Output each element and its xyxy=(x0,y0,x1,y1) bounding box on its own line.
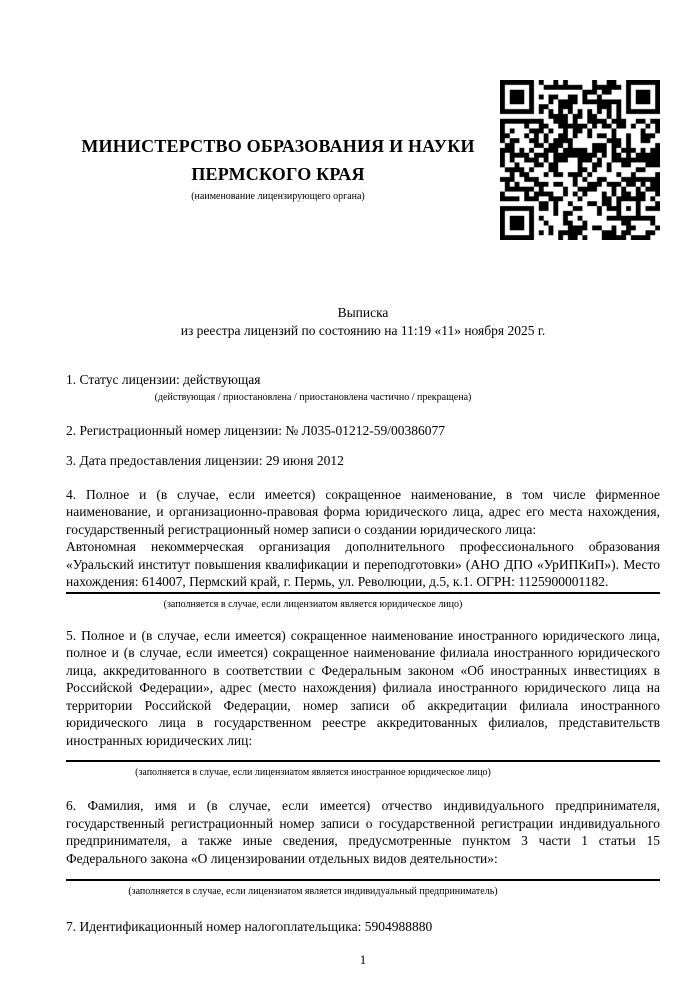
item-1-text: 1. Статус лицензии: действующая xyxy=(66,372,261,387)
item-1-license-status xyxy=(66,371,660,404)
fill-in-line xyxy=(66,592,660,594)
item-6-caption: (заполняется в случае, если лицензиатом является индивидуальный предприниматель) xyxy=(128,886,498,897)
fill-in-line xyxy=(66,879,660,881)
item-1-caption: (действующая / приостановлена / приостановлена частично / прекращена) xyxy=(154,391,472,403)
document-header xyxy=(66,80,660,240)
item-4-answer: Автономная некоммерческая организация дополнительного профессионального образования «Уральский институт повышения квалификации и переподготовки» (АНО ДПО «УрИПКиП»). Место нахождения: 614007, Пермский край, г. Пермь, ул. Революции, д.5, к.1. ОГРН: 1125900001182. xyxy=(66,539,660,589)
item-3-text: 3. Дата предоставления лицензии: 29 июня 2012 xyxy=(66,453,344,468)
fill-in-line xyxy=(66,760,660,762)
item-4-caption: (заполняется в случае, если лицензиатом является юридическое лицо) xyxy=(163,598,463,610)
document-title-line2: из реестра лицензий по состоянию на 11:19 «11» ноября 2025 г. xyxy=(180,322,546,338)
qr-code xyxy=(500,80,660,240)
item-2-text: 2. Регистрационный номер лицензии: № Л035-01212-59/00386077 xyxy=(66,422,446,438)
licensing-authority-block xyxy=(66,80,500,203)
item-5-caption: (заполняется в случае, если лицензиатом является иностранное юридическое лицо) xyxy=(135,767,491,778)
document-title xyxy=(66,304,660,339)
qr-code-image xyxy=(500,80,660,240)
item-4-question: 4. Полное и (в случае, если имеется) сокращенное наименование, в том числе фирменное наименование, и организационно-правовая форма юридического лица, адрес его места нахождения, государственный регистрационный номер записи о создании юридического лица: xyxy=(66,486,660,537)
item-3-license-date xyxy=(66,452,660,470)
licensing-authority-caption: (наименование лицензирующего органа) xyxy=(191,191,365,202)
item-2-registration-number xyxy=(66,422,660,440)
page-number: 1 xyxy=(359,951,367,967)
item-4-legal-entity xyxy=(66,486,660,611)
licensing-authority-name xyxy=(66,132,490,188)
item-5-foreign-entity xyxy=(66,627,660,780)
item-7-taxpayer-id xyxy=(66,918,660,936)
licensing-authority-name-line1: МИНИСТЕРСТВО ОБРАЗОВАНИЯ И НАУКИ xyxy=(81,136,475,156)
licensing-authority-name-line2: ПЕРМСКОГО КРАЯ xyxy=(191,164,365,184)
item-5-question: 5. Полное и (в случае, если имеется) сокращенное наименование иностранного юридического лица, полное и (в случае, если имеется) сокращенное наименование филиала иностранного юридического лица, аккредитованного в соответствии с Федеральным законом «Об иностранных инвестициях в Российской Федерации», адрес (место нахождения) филиала иностранного юридического лица на территории Российской Федерации, номер записи об аккредитации филиала иностранного юридического лица в государственном реестре аккредитованных филиалов, представительств иностранных юридических лиц: xyxy=(66,627,660,748)
item-6-individual-entrepreneur xyxy=(66,797,660,898)
item-7-text: 7. Идентификационный номер налогоплательщика: 5904988880 xyxy=(66,919,433,934)
document-title-line1: Выписка xyxy=(337,305,389,320)
item-6-question: 6. Фамилия, имя и (в случае, если имеется) отчество индивидуального предпринимателя, государственный регистрационный номер записи о государственной регистрации индивидуального предпринимателя, а также иные сведения, предусмотренные пунктом 3 части 1 статьи 15 Федерального закона «О лицензировании отдельных видов деятельности»: xyxy=(66,798,660,866)
